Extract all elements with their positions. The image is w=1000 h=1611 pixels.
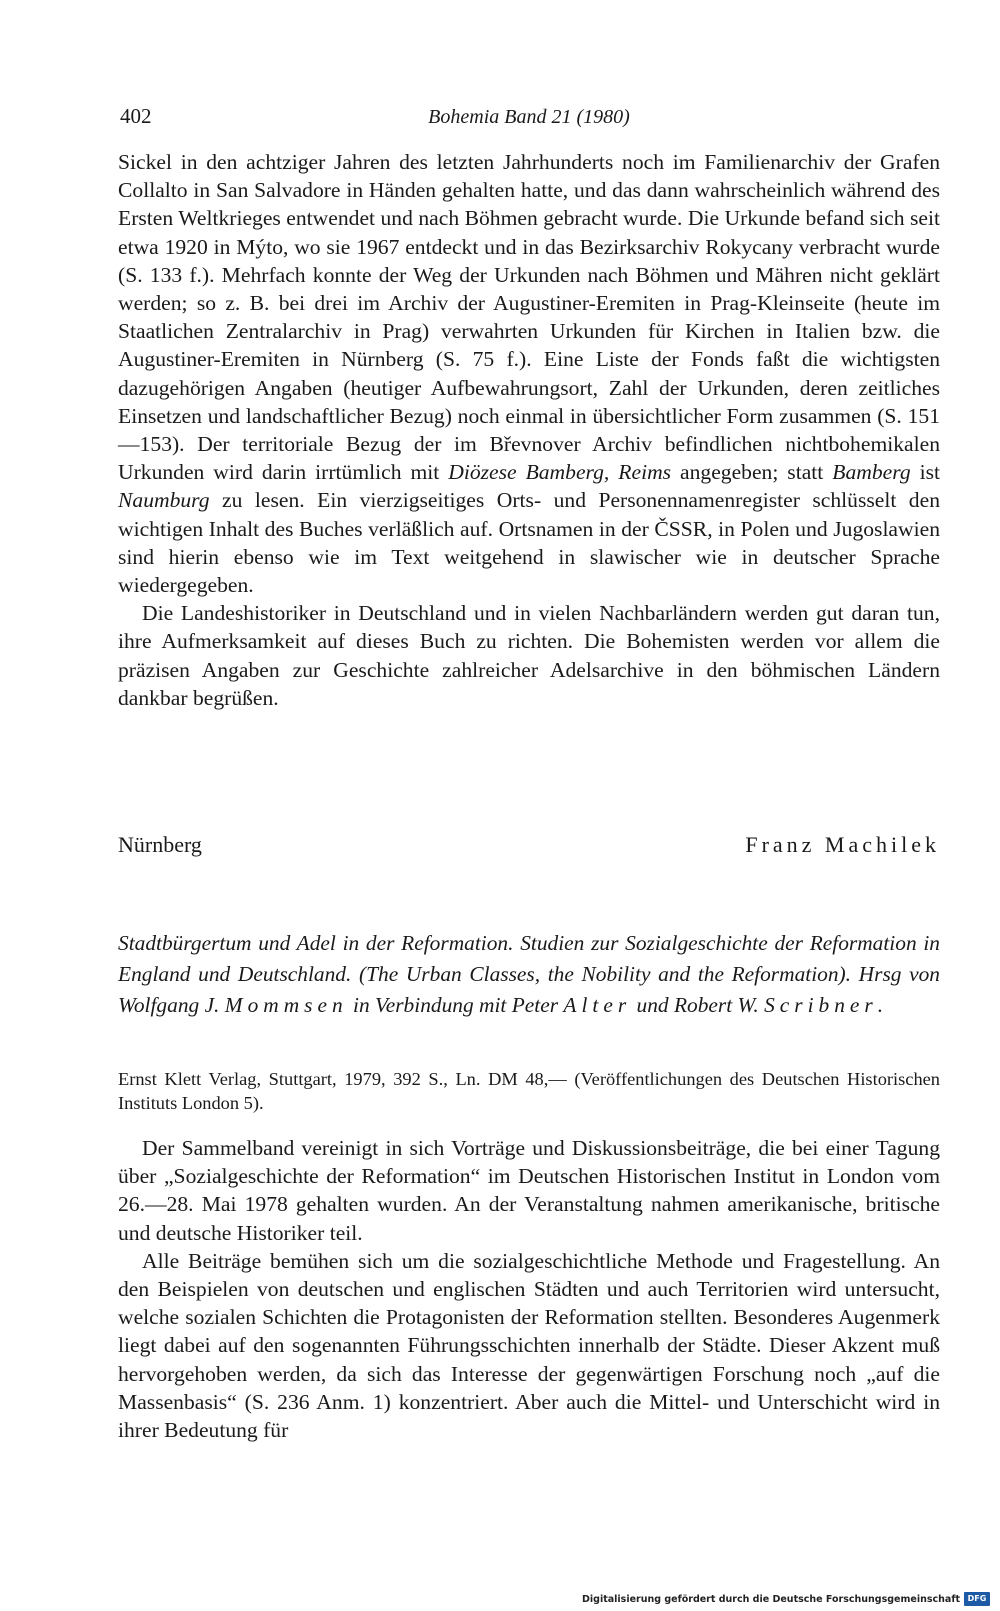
footer-credit [582, 1590, 990, 1608]
dfg-logo-icon: DFG [964, 1592, 990, 1606]
page-number: 402 [120, 104, 152, 128]
review-2-publication-info: Ernst Klett Verlag, Stuttgart, 1979, 392 S., Ln. DM 48,— (Veröffentlichungen des Deutschen Historischen Instituts London 5). [118, 1069, 940, 1113]
italic-term: Diözese Bamberg, Reims [448, 460, 672, 485]
editor-name: Scribner [764, 993, 878, 1017]
italic-term: Naumburg [118, 488, 210, 513]
review-1-paragraph-2: Die Landeshistoriker in Deutschland und in vielen Nachbarländern werden gut daran tun, ihre Aufmerksamkeit auf dieses Buch zu richten. Die Bohemisten werden vor allem die präzisen Angaben zur Geschichte zahlreicher Adelsarchive in den böhmischen Ländern dankbar begrüßen. [118, 601, 940, 710]
review-2-title: Stadtbürgertum und Adel in der Reformation. Studien zur Sozialgeschichte der Reformation in England und Deutschland. (The Urban Classes, the Nobility and the Reformation). Hrsg von Wolfgang J. Mommsen in Verbindung mit Peter Alter und Robert W. Scribner. [118, 931, 940, 1017]
journal-title: Bohemia Band 21 (1980) [428, 106, 630, 128]
signature-author: Franz Machilek [745, 832, 940, 857]
editor-name: Alter [563, 993, 632, 1017]
editor-name: Mommsen [224, 993, 348, 1017]
review-1-paragraph-1: Sickel in den achtziger Jahren des letzten Jahrhunderts noch im Familienarchiv der Grafen Collalto in San Salvadore in Händen gehalten hatte, und das dann wahrscheinlich während des Ersten Weltkrieges entwendet und nach Böhmen gebracht wurde. Die Urkunde befand sich seit etwa 1920 in Mýto, wo sie 1967 entdeckt und in das Bezirksarchiv Rokycany verbracht wurde (S. 133 f.). Mehrfach konnte der Weg der Urkunden nach Böhmen und Mähren nicht geklärt werden; so z. B. bei drei im Archiv der Augustiner-Eremiten in Prag-Kleinseite (heute im Staatlichen Zentralarchiv in Prag) verwahrten Urkunden für Kirchen in Italien bzw. die Augustiner-Eremiten in Nürnberg (S. 75 f.). Eine Liste der Fonds faßt die wichtigsten dazugehörigen Angaben (heutiger Aufbewahrungsort, Zahl der Urkunden, deren zeitliches Einsetzen und landschaftlicher Bezug) noch einmal in übersichtlicher Form zusammen (S. 151—153). Der territoriale Bezug der im Břevnover Archiv befindlichen nichtbohemikalen Urkunden wird darin irrtümlich mit Diözese Bamberg, Reims angegeben; statt Bamberg ist Naumburg zu lesen. Ein vierzigseitiges Orts- und Personennamenregister schlüsselt den wichtigen Inhalt des Buches verläßlich auf. Ortsnamen in der ČSSR, in Polen und Jugoslawien sind hierin ebenso wie im Text weitgehend in slawischer wie in deutscher Sprache wiedergegeben. [118, 150, 940, 598]
footer-credit-text: Digitalisierung gefördert durch die Deutsche Forschungsgemeinschaft [582, 1593, 960, 1605]
review-2-paragraph-1: Der Sammelband vereinigt in sich Vorträge und Diskussionsbeiträge, die bei einer Tagung über „Sozialgeschichte der Reformation“ im Deutschen Historischen Institut in London vom 26.—28. Mai 1978 gehalten wurden. An der Veranstaltung nahmen amerikanische, britische und deutsche Historiker teil. [118, 1136, 940, 1245]
signature-place: Nürnberg [118, 832, 202, 857]
running-head [118, 104, 940, 134]
review-2-paragraph-2: Alle Beiträge bemühen sich um die sozialgeschichtliche Methode und Fragestellung. An den Beispielen von deutschen und englischen Städten und auch Territorien wird untersucht, welche sozialen Schichten die Protagonisten der Reformation stellten. Besonderes Augenmerk liegt dabei auf den sogenannten Führungsschichten innerhalb der Städte. Dieser Akzent muß hervorgehoben werden, da sich das Interesse der gegenwärtigen Forschung noch „auf die Massenbasis“ (S. 236 Anm. 1) konzentriert. Aber auch die Mittel- und Unterschicht wird in ihrer Bedeutung für [118, 1248, 940, 1443]
review-2-body [118, 1134, 940, 1444]
review-1-body [118, 148, 940, 712]
italic-term: Bamberg [832, 460, 911, 485]
